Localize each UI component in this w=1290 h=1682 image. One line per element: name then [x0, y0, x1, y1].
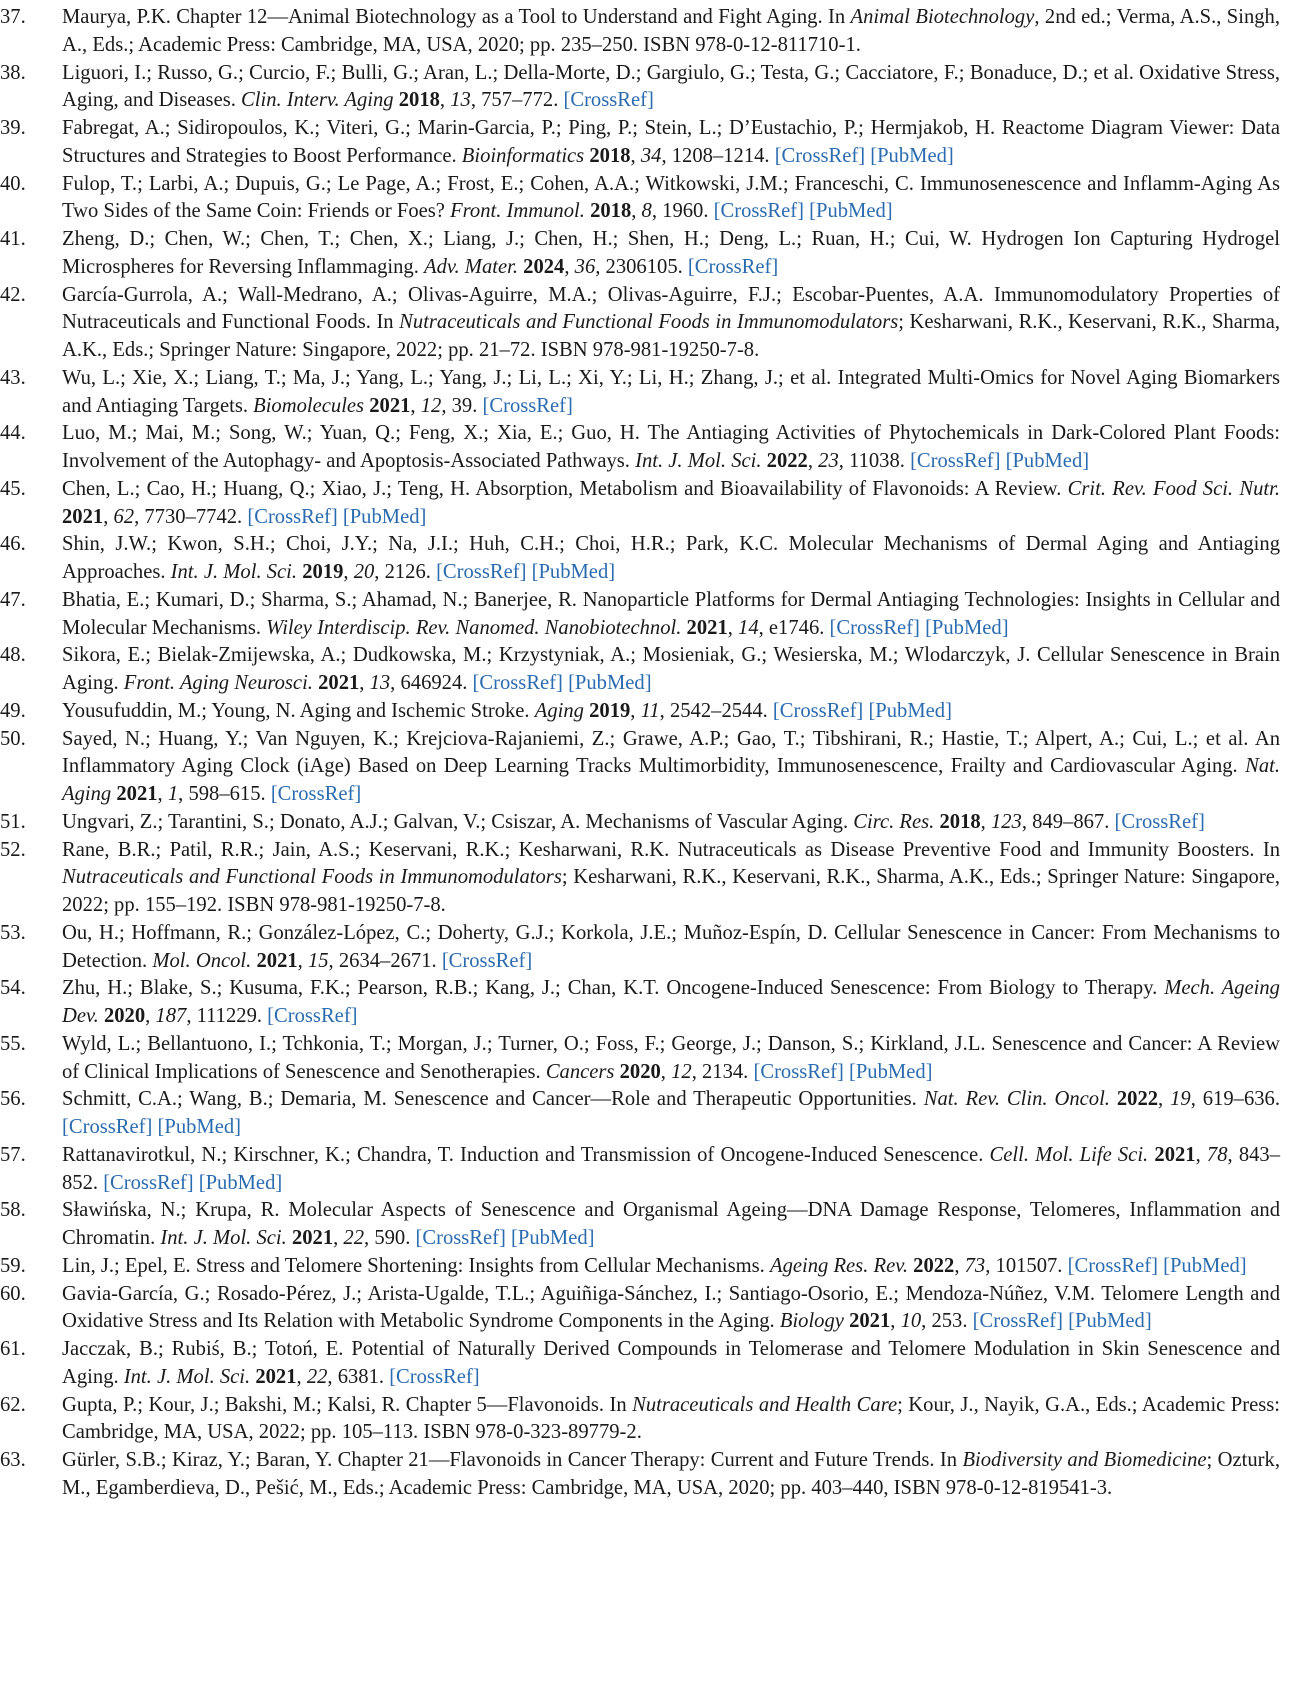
reference-number: 46. [0, 533, 26, 556]
pubmed-link[interactable]: [PubMed] [1005, 450, 1090, 472]
reference-text [62, 365, 1280, 421]
reference-italic: Crit. Rev. Food Sci. Nutr. [1067, 477, 1280, 500]
reference-item [0, 1392, 1280, 1448]
reference-item [0, 531, 1280, 587]
reference-segment: , [359, 672, 370, 694]
reference-segment: , 2542–2544. [659, 699, 773, 722]
reference-text [62, 587, 1280, 643]
crossref-link[interactable]: [CrossRef] [772, 699, 864, 722]
reference-segment: , [157, 783, 168, 805]
reference-item [0, 809, 1280, 837]
reference-segment: , [807, 450, 819, 472]
crossref-link[interactable]: [CrossRef] [472, 672, 563, 694]
pubmed-link[interactable]: [PubMed] [342, 505, 427, 528]
reference-segment: ; Kesharwani, R.K., Keservani, R.K., Sharma, A.K., Eds.; Springer Nature: Singapore, 2022; pp. 21–72. ISBN 978-981-19250-7-8. [62, 311, 1281, 361]
reference-number: 42. [0, 283, 26, 306]
reference-item [0, 1142, 1280, 1198]
reference-item [0, 420, 1280, 476]
reference-segment: ; Kesharwani, R.K., Keservani, R.K., Sharma, A.K., Eds.; Springer Nature: Singapore, 2022; pp. 155–192. ISBN 978-981-19250-7-8. [62, 866, 1280, 916]
reference-year: 2021 [256, 949, 298, 972]
reference-segment: , 646924. [390, 672, 473, 694]
reference-year: 2022 [1116, 1088, 1159, 1111]
reference-segment: , 111229. [186, 1005, 268, 1027]
reference-year: 2019 [302, 561, 344, 583]
crossref-link[interactable]: [CrossRef] [713, 200, 804, 223]
reference-list [0, 4, 1280, 1503]
reference-italic: 13 [369, 672, 391, 694]
reference-year: 2024 [523, 255, 565, 278]
reference-year: 2021 [686, 616, 728, 639]
reference-segment: , [564, 255, 575, 278]
reference-italic: 20 [353, 561, 375, 583]
reference-italic: Nat. Aging [62, 755, 1280, 805]
reference-number: 57. [0, 1143, 26, 1166]
reference-segment: , 2134. [691, 1060, 754, 1083]
reference-italic: Biomolecules [253, 394, 365, 417]
reference-segment: Ou, H.; Hoffmann, R.; González-López, C.; Doherty, G.J.; Korkola, J.E.; Muñoz-Espín, D. Cellular Senescence in Cancer: From Mechanisms to Detection. [62, 921, 1280, 972]
reference-item [0, 365, 1280, 421]
reference-italic: 14 [738, 616, 759, 639]
reference-italic: 1 [167, 783, 179, 805]
crossref-link[interactable]: [CrossRef] [482, 394, 573, 417]
reference-italic: Cancers [545, 1060, 615, 1083]
reference-italic: 73 [964, 1254, 986, 1277]
reference-text [62, 282, 1280, 365]
reference-segment: , [630, 699, 641, 722]
reference-italic: 12 [420, 394, 442, 417]
reference-segment: Sayed, N.; Huang, Y.; Van Nguyen, K.; Krejciova-Rajaniemi, Z.; Grawe, A.P.; Gao, T.; Tibshirani, R.; Hastie, T.; Alpert, A.; Cui, L.; et al. An Inflammatory Aging Clock (iAge) Based on Deep Learning Tracks Multimorbidity, Immunosenescence, Frailty and Cardiovascular Aging. [62, 727, 1280, 778]
crossref-link[interactable]: [CrossRef] [436, 561, 527, 583]
reference-segment: , 6381. [327, 1365, 390, 1388]
reference-segment: , [145, 1005, 156, 1027]
reference-year: 2021 [369, 394, 411, 417]
reference-italic: 123 [990, 810, 1022, 833]
reference-segment: , [1158, 1088, 1171, 1111]
reference-italic: Front. Aging Neurosci. [123, 672, 313, 694]
reference-italic: Nat. Rev. Clin. Oncol. [923, 1088, 1110, 1111]
reference-segment: , [727, 616, 739, 639]
reference-segment: , [890, 1310, 901, 1333]
reference-segment: Rane, B.R.; Patil, R.R.; Jain, A.S.; Keservani, R.K.; Kesharwani, R.K. Nutraceuticals as Disease Preventive Food and Immunity Boosters. In [62, 838, 1280, 861]
reference-italic: 13 [450, 89, 471, 112]
reference-segment: ; Kour, J., Nayik, G.A., Eds.; Academic Press: Cambridge, MA, USA, 2022; pp. 105–113. ISBN 978-0-323-89779-2. [62, 1393, 1280, 1444]
reference-text [62, 1197, 1280, 1253]
reference-segment: , 849–867. [1021, 810, 1115, 833]
reference-segment: , [980, 810, 991, 833]
reference-item [0, 698, 1280, 726]
reference-number: 41. [0, 228, 26, 250]
reference-segment: , 11038. [838, 450, 911, 472]
reference-year: 2018 [590, 200, 632, 223]
reference-italic: Cell. Mol. Life Sci. [989, 1143, 1149, 1166]
reference-segment: Wu, L.; Xie, X.; Liang, T.; Ma, J.; Yang, L.; Yang, J.; Li, L.; Xi, Y.; Li, H.; Zhang, J.; et al. Integrated Multi-Omics for Novel Aging Biomarkers and Antiaging Targets. [62, 366, 1280, 417]
reference-text [62, 726, 1280, 809]
pubmed-link[interactable]: [PubMed] [870, 144, 954, 167]
reference-year: 2021 [255, 1365, 297, 1388]
reference-italic: 22 [343, 1227, 365, 1249]
reference-italic: Biology [779, 1310, 844, 1333]
reference-year: 2021 [116, 783, 158, 805]
reference-item [0, 476, 1280, 532]
reference-number: 49. [0, 699, 26, 722]
reference-text [62, 1392, 1280, 1448]
reference-segment: Liguori, I.; Russo, G.; Curcio, F.; Bulli, G.; Aran, L.; Della-Morte, D.; Gargiulo, G.; Testa, G.; Cacciatore, F.; Bonaduce, D.; et al. Oxidative Stress, Aging, and Diseases. [62, 61, 1280, 112]
crossref-link[interactable]: [CrossRef] [774, 144, 866, 167]
pubmed-link[interactable]: [PubMed] [157, 1116, 242, 1138]
reference-item [0, 282, 1280, 365]
reference-text [62, 642, 1280, 698]
reference-segment: Luo, M.; Mai, M.; Song, W.; Yuan, Q.; Feng, X.; Xia, E.; Guo, H. The Antiaging Activities of Phytochemicals in Dark-Colored Plant Foods: Involvement of the Autophagy- and Apoptosis-Associated Pathways. [62, 422, 1280, 472]
pubmed-link[interactable]: [PubMed] [809, 200, 893, 223]
reference-text [62, 1142, 1280, 1198]
reference-italic: Bioinformatics [461, 144, 585, 167]
reference-item [0, 1447, 1280, 1503]
reference-segment: , 590. [364, 1227, 416, 1249]
crossref-link[interactable]: [CrossRef] [753, 1060, 844, 1083]
reference-number: 39. [0, 117, 26, 139]
reference-segment: , 2nd ed.; Verma, A.S., Singh, A., Eds.; Academic Press: Cambridge, MA, USA, 2020; pp. 235–250. ISBN 978-0-12-811710-1. [62, 6, 1280, 56]
reference-item [0, 642, 1280, 698]
reference-segment: , [297, 949, 308, 972]
reference-number: 59. [0, 1254, 26, 1277]
reference-year: 2020 [103, 1005, 146, 1027]
reference-italic: Nutraceuticals and Functional Foods in Immunomodulators [399, 311, 899, 334]
reference-year: 2018 [398, 89, 440, 112]
reference-number: 44. [0, 422, 26, 445]
reference-segment: , 598–615. [178, 783, 271, 805]
reference-item [0, 920, 1280, 976]
reference-year: 2018 [589, 144, 631, 167]
reference-segment: Gürler, S.B.; Kiraz, Y.; Baran, Y. Chapter 21—Flavonoids in Cancer Therapy: Current and Future Trends. In [62, 1449, 963, 1471]
reference-segment: , [631, 200, 642, 223]
reference-segment: Gupta, P.; Kour, J.; Bakshi, M.; Kalsi, R. Chapter 5—Flavonoids. In [62, 1393, 633, 1416]
reference-segment: Fabregat, A.; Sidiropoulos, K.; Viteri, G.; Marin-Garcia, P.; Ping, P.; Stein, L.; D’Eustachio, P.; Hermjakob, H. Reactome Diagram Viewer: Data Structures and Strategies to Boost Performance. [62, 117, 1280, 167]
crossref-link[interactable]: [CrossRef] [247, 505, 338, 528]
reference-segment: ; Ozturk, M., Egamberdieva, D., Pešić, M., Eds.; Academic Press: Cambridge, MA, USA, 2020; pp. 403–440, ISBN 978-0-12-819541-3. [62, 1449, 1280, 1499]
reference-year: 2022 [766, 450, 808, 472]
reference-segment: Yousufuddin, M.; Young, N. Aging and Ischemic Stroke. [62, 699, 535, 722]
reference-number: 52. [0, 838, 26, 861]
reference-italic: Adv. Mater. [424, 255, 518, 278]
reference-segment: , 7730–7742. [134, 505, 248, 528]
reference-item [0, 1253, 1280, 1281]
pubmed-link[interactable]: [PubMed] [568, 672, 652, 694]
reference-item [0, 587, 1280, 643]
reference-segment: Wyld, L.; Bellantuono, I.; Tchkonia, T.; Morgan, J.; Turner, O.; Foss, F.; George, J.; Danson, S.; Kirkland, J.L. Senescence and Cancer: A Review of Clinical Implications of Senescence and Senotherapies. [62, 1032, 1280, 1083]
reference-italic: Clin. Interv. Aging [241, 89, 394, 112]
reference-number: 58. [0, 1199, 26, 1222]
reference-number: 47. [0, 588, 26, 611]
reference-segment: , 39. [441, 394, 483, 417]
reference-year: 2020 [619, 1060, 661, 1083]
reference-segment: Ungvari, Z.; Tarantini, S.; Donato, A.J.; Galvan, V.; Csiszar, A. Mechanisms of Vascular Aging. [62, 810, 854, 833]
reference-italic: Wiley Interdiscip. Rev. Nanomed. Nanobiotechnol. [266, 616, 682, 639]
reference-segment: , 2634–2671. [328, 949, 442, 972]
crossref-link[interactable]: [CrossRef] [415, 1227, 506, 1249]
reference-segment: Maurya, P.K. Chapter 12—Animal Biotechnology as a Tool to Understand and Fight Aging. In [62, 6, 851, 28]
reference-segment: Rattanavirotkul, N.; Kirschner, K.; Chandra, T. Induction and Transmission of Oncogene-Induced Senescence. [62, 1143, 990, 1166]
reference-item [0, 726, 1280, 809]
crossref-link[interactable]: [CrossRef] [103, 1171, 194, 1194]
reference-italic: Int. J. Mol. Sci. [123, 1365, 251, 1388]
reference-segment [1110, 1088, 1117, 1110]
reference-number: 45. [0, 477, 26, 500]
reference-year: 2021 [291, 1227, 334, 1249]
reference-segment: Zheng, D.; Chen, W.; Chen, T.; Chen, X.; Liang, J.; Chen, H.; Shen, H.; Deng, L.; Ruan, H.; Cui, W. Hydrogen Ion Capturing Hydrogel Microspheres for Reversing Inflammaging. [62, 228, 1280, 278]
reference-italic: 22 [306, 1365, 328, 1388]
reference-segment: , 101507. [985, 1254, 1068, 1277]
reference-item [0, 837, 1280, 920]
pubmed-link[interactable]: [PubMed] [511, 1227, 595, 1249]
reference-segment: , 1208–1214. [661, 144, 775, 167]
reference-item [0, 60, 1280, 116]
reference-segment: Shin, J.W.; Kwon, S.H.; Choi, J.Y.; Na, J.I.; Huh, C.H.; Choi, H.R.; Park, K.C. Molecular Mechanisms of Dermal Aging and Antiaging Approaches. [62, 533, 1280, 583]
reference-text [62, 837, 1280, 920]
reference-segment: Lin, J.; Epel, E. Stress and Telomere Shortening: Insights from Cellular Mechanisms. [62, 1254, 770, 1277]
crossref-link[interactable]: [CrossRef] [389, 1365, 480, 1388]
crossref-link[interactable]: [CrossRef] [1067, 1254, 1158, 1277]
reference-text [62, 476, 1280, 532]
reference-segment: Fulop, T.; Larbi, A.; Dupuis, G.; Le Page, A.; Frost, E.; Cohen, A.A.; Witkowski, J.M.; Franceschi, C. Immunosenescence and Inflamm-Aging As Two Sides of the Same Coin: Friends or Foes? [62, 172, 1280, 223]
reference-text [62, 1086, 1280, 1142]
reference-item [0, 975, 1280, 1031]
reference-year: 2018 [939, 810, 981, 833]
crossref-link[interactable]: [CrossRef] [829, 616, 920, 639]
reference-italic: 10 [900, 1310, 922, 1333]
reference-number: 56. [0, 1088, 26, 1111]
reference-number: 48. [0, 644, 26, 667]
reference-italic: Mech. Ageing Dev. [62, 977, 1280, 1027]
reference-italic: Aging [534, 699, 584, 722]
reference-segment: , 757–772. [470, 89, 564, 112]
reference-italic: 78 [1206, 1143, 1228, 1166]
reference-italic: 62 [113, 505, 135, 528]
reference-number: 40. [0, 172, 26, 195]
reference-number: 53. [0, 921, 26, 944]
reference-text [62, 1336, 1280, 1392]
reference-text [62, 226, 1280, 282]
pubmed-link[interactable]: [PubMed] [198, 1171, 283, 1194]
reference-italic: 23 [818, 450, 839, 472]
reference-item [0, 1281, 1280, 1337]
reference-italic: 19 [1170, 1088, 1191, 1111]
reference-segment: Sławińska, N.; Krupa, R. Molecular Aspects of Senescence and Organismal Ageing—DNA Damage Response, Telomeres, Inflammation and Chromatin. [62, 1199, 1280, 1249]
reference-item [0, 1336, 1280, 1392]
reference-segment: , [103, 505, 114, 528]
reference-item [0, 1031, 1280, 1087]
reference-segment: , [630, 144, 641, 167]
reference-year: 2021 [318, 672, 360, 694]
reference-italic: Front. Immunol. [450, 200, 585, 223]
reference-year: 2021 [62, 505, 104, 528]
reference-segment: Gavia-García, G.; Rosado-Pérez, J.; Arista-Ugalde, T.L.; Aguiñiga-Sánchez, I.; Santiago-Osorio, E.; Mendoza-Núñez, V.M. Telomere Length and Oxidative Stress and Its Relation with Metabolic Syndrome Components in the Aging. [62, 1282, 1280, 1333]
reference-text [62, 531, 1280, 587]
crossref-link[interactable]: [CrossRef] [267, 1005, 358, 1027]
reference-segment: Jacczak, B.; Rubiś, B.; Totoń, E. Potential of Naturally Derived Compounds in Telomerase and Telomere Modulation in Skin Senescence and Aging. [62, 1338, 1280, 1388]
crossref-link[interactable]: [CrossRef] [270, 783, 362, 805]
reference-segment: , 2306105. [595, 255, 688, 278]
reference-segment: , e1746. [758, 616, 830, 639]
reference-segment: Schmitt, C.A.; Wang, B.; Demaria, M. Senescence and Cancer—Role and Therapeutic Opportunities. [62, 1088, 924, 1111]
reference-item [0, 1086, 1280, 1142]
reference-number: 61. [0, 1338, 26, 1360]
reference-item [0, 226, 1280, 282]
reference-text [62, 1253, 1280, 1281]
reference-italic: 11 [640, 699, 660, 722]
pubmed-link[interactable]: [PubMed] [531, 561, 616, 583]
pubmed-link[interactable]: [PubMed] [1068, 1310, 1152, 1333]
reference-segment: , [296, 1365, 307, 1388]
pubmed-link[interactable]: [PubMed] [1163, 1254, 1247, 1277]
reference-number: 54. [0, 977, 26, 1000]
reference-segment: Bhatia, E.; Kumari, D.; Sharma, S.; Ahamad, N.; Banerjee, R. Nanoparticle Platforms for Dermal Antiaging Technologies: Insights in Cellular and Molecular Mechanisms. [62, 588, 1280, 639]
crossref-link[interactable]: [CrossRef] [441, 949, 533, 972]
reference-text [62, 809, 1280, 837]
crossref-link[interactable]: [CrossRef] [972, 1310, 1064, 1333]
crossref-link[interactable]: [CrossRef] [1114, 810, 1205, 833]
reference-number: 51. [0, 810, 26, 833]
reference-text [62, 1031, 1280, 1087]
reference-text [62, 920, 1280, 976]
reference-italic: 34 [640, 144, 662, 167]
reference-segment: , 1960. [651, 200, 714, 223]
reference-italic: Int. J. Mol. Sci. [635, 450, 762, 472]
reference-italic: Ageing Res. Rev. [769, 1254, 908, 1277]
reference-segment: Chen, L.; Cao, H.; Huang, Q.; Xiao, J.; Teng, H. Absorption, Metabolism and Bioavailability of Flavonoids: A Review. [62, 477, 1068, 500]
reference-italic: 36 [574, 255, 596, 278]
crossref-link[interactable]: [CrossRef] [687, 255, 779, 278]
reference-segment: , [333, 1227, 344, 1249]
reference-italic: 12 [671, 1060, 692, 1083]
reference-year: 2021 [849, 1310, 891, 1333]
reference-segment: , [1195, 1143, 1207, 1166]
pubmed-link[interactable]: [PubMed] [868, 699, 952, 722]
reference-italic: Int. J. Mol. Sci. [170, 561, 298, 583]
reference-segment: , [343, 561, 354, 583]
reference-text [62, 4, 1280, 60]
reference-segment: , [410, 394, 421, 417]
reference-number: 38. [0, 61, 26, 84]
reference-italic: Nutraceuticals and Functional Foods in Immunomodulators [62, 866, 562, 889]
reference-segment: , [439, 89, 451, 112]
reference-number: 55. [0, 1032, 26, 1055]
reference-segment: , 843–852. [62, 1143, 1281, 1194]
reference-italic: Circ. Res. [853, 810, 935, 833]
reference-italic: Animal Biotechnology [850, 6, 1035, 28]
reference-segment: , [660, 1060, 672, 1083]
reference-segment: , 619–636. [1190, 1088, 1280, 1111]
reference-text [62, 1447, 1280, 1503]
reference-item [0, 115, 1280, 171]
reference-text [62, 115, 1280, 171]
reference-text [62, 171, 1280, 227]
reference-number: 63. [0, 1449, 26, 1471]
crossref-link[interactable]: [CrossRef] [910, 450, 1001, 472]
reference-year: 2019 [589, 699, 631, 722]
reference-text [62, 698, 1280, 726]
reference-number: 60. [0, 1282, 26, 1305]
reference-text [62, 1281, 1280, 1337]
reference-segment: Zhu, H.; Blake, S.; Kusuma, F.K.; Pearson, R.B.; Kang, J.; Chan, K.T. Oncogene-Induced Senescence: From Biology to Therapy. [62, 977, 1165, 1000]
crossref-link[interactable]: [CrossRef] [62, 1116, 153, 1138]
reference-number: 37. [0, 6, 26, 28]
reference-italic: Nutraceuticals and Health Care [632, 1393, 898, 1416]
reference-segment: , 2126. [374, 561, 437, 583]
reference-italic: 15 [307, 949, 329, 972]
reference-item [0, 1197, 1280, 1253]
reference-year: 2021 [1154, 1143, 1196, 1166]
reference-italic: Int. J. Mol. Sci. [160, 1227, 287, 1249]
reference-italic: Mol. Oncol. [152, 949, 252, 972]
reference-italic: Biodiversity and Biomedicine [962, 1449, 1207, 1471]
reference-italic: 8 [641, 200, 652, 223]
reference-number: 43. [0, 366, 26, 389]
reference-text [62, 975, 1280, 1031]
reference-segment: , 253. [921, 1310, 973, 1333]
reference-item [0, 4, 1280, 60]
reference-segment: , [954, 1254, 965, 1277]
reference-italic: 187 [155, 1005, 187, 1027]
reference-item [0, 171, 1280, 227]
reference-text [62, 420, 1280, 476]
reference-segment: García-Gurrola, A.; Wall-Medrano, A.; Olivas-Aguirre, M.A.; Olivas-Aguirre, F.J.; Escobar-Puentes, A.A. Immunomodulatory Properties of Nutraceuticals and Functional Foods. In [62, 283, 1280, 334]
crossref-link[interactable]: [CrossRef] [563, 89, 654, 112]
pubmed-link[interactable]: [PubMed] [925, 616, 1009, 639]
reference-segment: Sikora, E.; Bielak-Zmijewska, A.; Dudkowska, M.; Krzystyniak, A.; Mosieniak, G.; Wesierska, M.; Wlodarczyk, J. Cellular Senescence in Brain Aging. [62, 644, 1280, 694]
reference-number: 62. [0, 1393, 26, 1416]
pubmed-link[interactable]: [PubMed] [849, 1060, 933, 1083]
reference-number: 50. [0, 727, 26, 750]
reference-text [62, 60, 1280, 116]
reference-year: 2022 [913, 1254, 955, 1277]
